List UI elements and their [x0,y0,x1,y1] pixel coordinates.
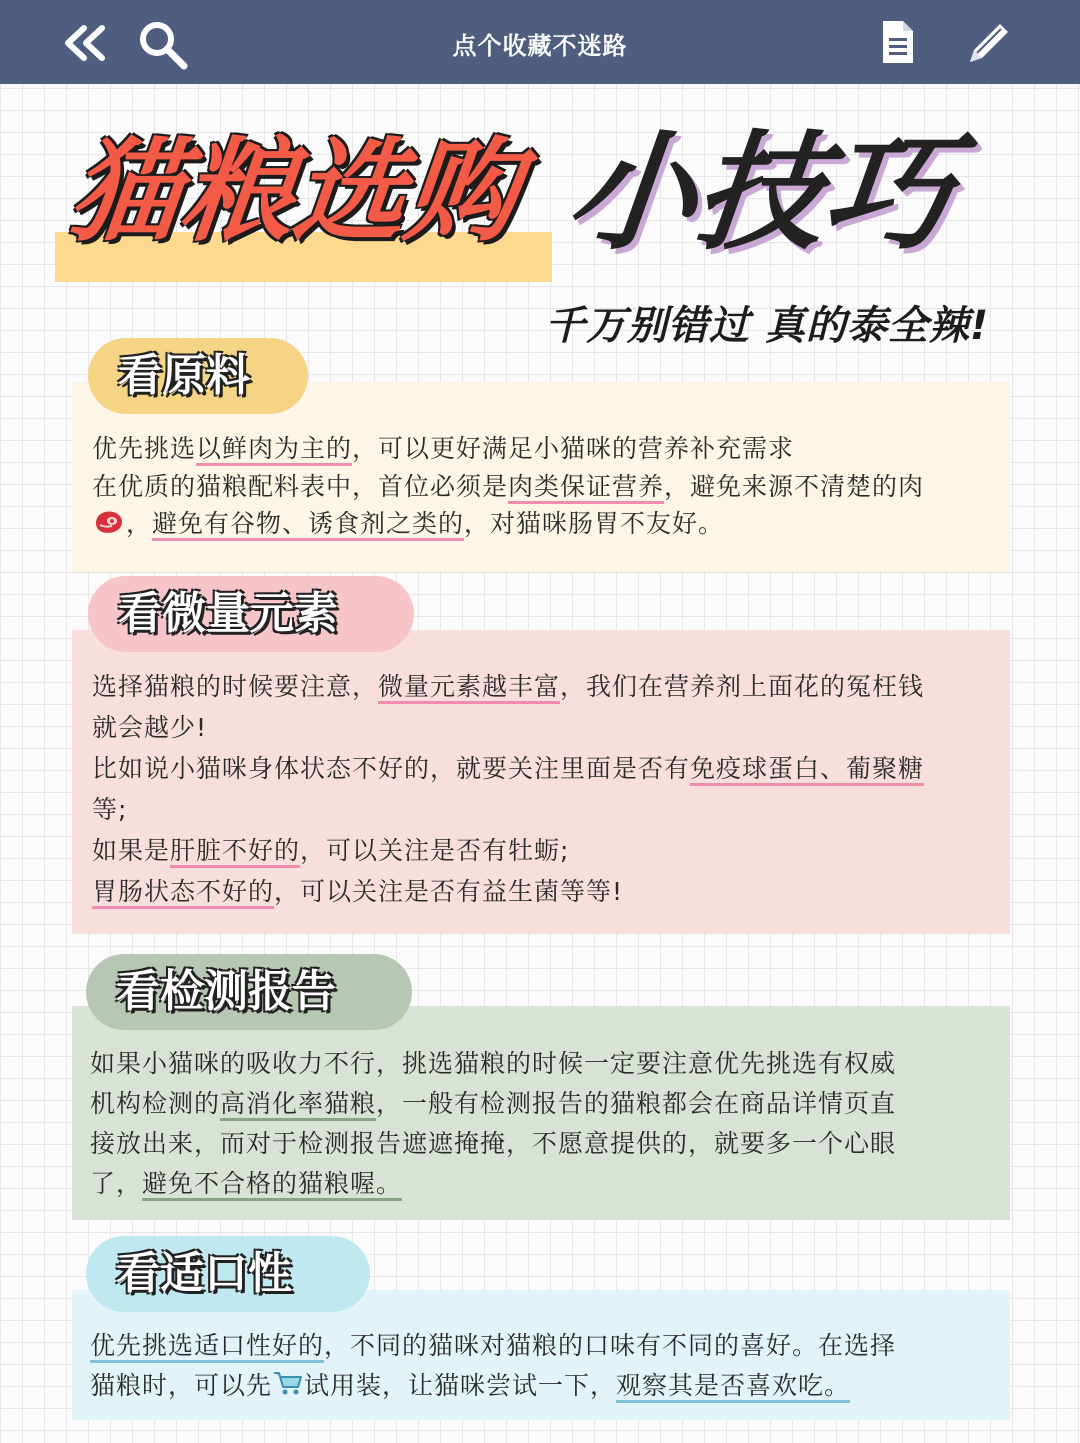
section-title-palatability: 看适口性 [86,1236,370,1312]
hero-title-left: 猫粮选购 [63,127,525,257]
hero-subtitle: 千万别错过 真的泰全辣! [545,303,990,349]
pencil-icon[interactable] [962,18,1014,70]
section-body-palatability: 优先挑选适口性好的，不同的猫咪对猫粮的口味有不同的喜好。在选择 猫粮时，可以先 试用装，让猫咪尝试一下，观察其是否喜欢吃。 [90,1326,1010,1406]
section-title-test-report: 看检测报告 [86,954,412,1030]
section-title-trace-elements: 看微量元素 [88,576,414,652]
meat-icon [92,507,126,535]
hero-title-right: 小技巧 [560,119,960,268]
section-title-ingredients: 看原料 [88,338,308,414]
shopping-cart-icon [272,1369,304,1397]
section-body-test-report: 如果小猫咪的吸收力不行，挑选猫粮的时候一定要注意优先挑选有权威 机构检测的高消化率猫粮，一般有检测报告的猫粮都会在商品详情页直 接放出来，而对于检测报告遮遮掩掩，不愿意提供的，就要多一个心眼 了，避免不合格的猫粮喔。 [90,1044,1010,1204]
page-header-title: 点个收藏不迷路 [452,32,628,60]
top-bar [0,0,1080,84]
section-body-ingredients: 优先挑选以鲜肉为主的，可以更好满足小猫咪的营养补充需求 在优质的猫粮配料表中，首位必须是肉类保证营养，避免来源不清楚的肉 ，避免有谷物、诱食剂之类的，对猫咪肠胃不友好。 [92,430,1012,543]
section-body-trace-elements: 选择猫粮的时候要注意，微量元素越丰富，我们在营养剂上面花的冤枉钱 就会越少! 比如说小猫咪身体状态不好的，就要关注里面是否有免疫球蛋白、葡聚糖 等; 如果是肝脏不好的，可以关注是否有牡蛎; 胃肠状态不好的，可以关注是否有益生菌等等! [92,666,1012,912]
document-icon[interactable] [880,18,916,66]
